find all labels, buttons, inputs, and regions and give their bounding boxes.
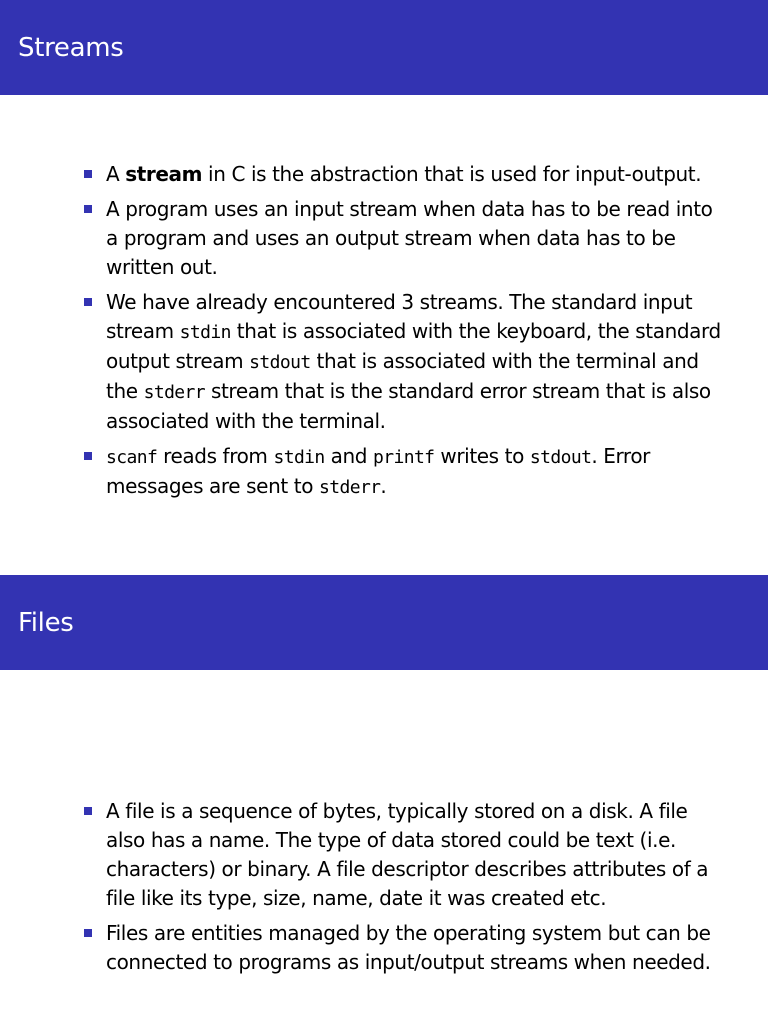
bullet-square-icon: [84, 452, 92, 460]
bullet-item: [84, 797, 724, 913]
bullet-text: .: [380, 474, 387, 498]
bullet-item: [84, 195, 724, 282]
slide-title-text: Files: [18, 607, 74, 638]
bullet-text: . Error messages are sent to: [106, 444, 650, 498]
bullet-text: We have already encountered 3 streams. The standard input stream: [106, 290, 693, 343]
bullet-item: [84, 919, 724, 977]
code-text: stdin: [179, 322, 231, 343]
bold-text: stream: [125, 162, 203, 186]
bullet-text: A file is a sequence of bytes, typically stored on a disk. A file also has a name. The type of data stored could be text (i.e. characters) or binary. A file descriptor describes attributes of a file like its type, size, name, date it was created etc.: [106, 799, 709, 910]
bullet-text: in C is the abstraction that is used for input-output.: [202, 162, 702, 186]
bullet-list-streams: [84, 160, 724, 508]
bullet-square-icon: [84, 298, 92, 306]
bullet-item: [84, 288, 724, 436]
bullet-square-icon: [84, 807, 92, 815]
bullet-text: Files are entities managed by the operating system but can be connected to programs as input/output streams when needed.: [106, 921, 711, 974]
code-text: stdin: [273, 447, 325, 468]
code-text: scanf: [106, 447, 158, 468]
bullet-text: stream that is the standard error stream that is also associated with the terminal.: [106, 379, 711, 433]
bullet-square-icon: [84, 205, 92, 213]
bullet-list-files: [84, 797, 724, 983]
code-text: stderr: [143, 382, 206, 403]
bullet-text: writes to: [434, 444, 530, 468]
bullet-text: A program uses an input stream when data has to be read into a program and uses an output stream when data has to be written out.: [106, 197, 713, 279]
slide-title-text: Streams: [18, 32, 124, 63]
bullet-square-icon: [84, 170, 92, 178]
bullet-square-icon: [84, 929, 92, 937]
bullet-text: and: [324, 444, 373, 468]
code-text: stderr: [319, 477, 381, 498]
bullet-item: [84, 160, 724, 189]
bullet-text: A: [106, 162, 126, 186]
slide-title-streams: [0, 0, 768, 95]
code-text: printf: [373, 447, 435, 468]
bullet-text: that is associated with the keyboard, the standard output stream: [106, 319, 721, 373]
bullet-text: that is associated with the terminal and the: [106, 349, 699, 403]
code-text: stdout: [249, 352, 311, 373]
code-text: stdout: [529, 447, 592, 468]
bullet-item: [84, 442, 724, 502]
slide-title-files: [0, 575, 768, 670]
bullet-text: reads from: [157, 444, 274, 468]
